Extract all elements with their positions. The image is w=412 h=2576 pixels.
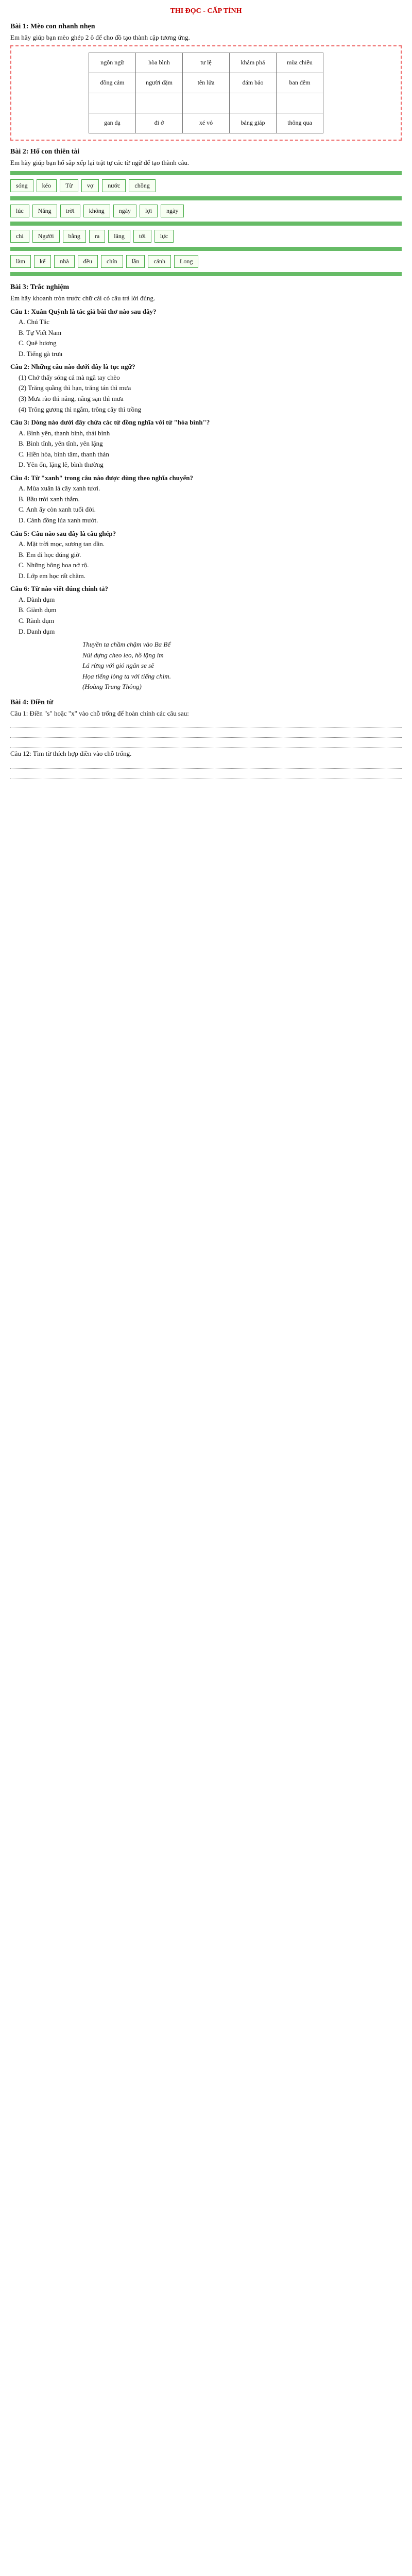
answer-option[interactable]: (2) Trăng quầng thì hạn, trăng tán thì mưa [19,384,131,392]
bamboo-divider [10,247,402,251]
poem-line: Lá rừng với gió ngân se sẽ [82,662,154,670]
word-tile[interactable]: bằng [63,230,86,243]
question [10,307,402,359]
answer-option[interactable]: D. Danh dụm [19,627,55,635]
question [10,584,402,636]
word-tile[interactable]: ngày [113,205,136,217]
question-text: Câu 3: Dòng nào dưới đây chứa các từ đồng nghĩa với từ "hòa bình"? [10,418,210,427]
section-1-title: Bài 1: Mèo con nhanh nhẹn [10,23,95,30]
word-tile[interactable]: kể [34,255,51,268]
question-list [10,307,402,636]
section-2-title: Bài 2: Hổ con thiên tài [10,147,80,156]
footer-question: Câu 12: Tìm từ thích hợp điền vào chỗ trống. [10,750,132,758]
word-tile[interactable]: ngày [161,205,184,217]
grid-cell[interactable]: đồng cảm [89,73,136,93]
word-tile[interactable]: lợi [140,205,158,217]
word-tile[interactable]: Năng [32,205,57,217]
grid-cell[interactable]: khám phá [230,53,277,73]
grid-row [89,53,323,73]
answer-option[interactable]: (4) Trông gương thì ngắm, trông cây thì trồng [19,405,142,413]
word-tile[interactable]: đều [78,255,98,268]
answer-option[interactable]: B. Em đi học đúng giờ. [19,550,81,558]
word-tile[interactable]: lúc [10,205,29,217]
answer-option[interactable]: D. Yên ổn, lặng lẽ, bình thường [19,461,104,469]
answer-option[interactable]: (3) Mưa rào thì nắng, nắng sạn thì mưa [19,395,124,403]
answer-option[interactable]: A. Mặt trời mọc, sương tan dần. [19,540,105,548]
grid-cell[interactable]: ban đêm [277,73,323,93]
grid-cell[interactable]: xé vỏ [183,113,230,133]
grid-cell[interactable] [230,93,277,113]
answer-option[interactable]: B. Bình tĩnh, yên tĩnh, yên lặng [19,439,103,448]
grid-cell[interactable]: mùa chiều [277,53,323,73]
answer-line[interactable] [10,770,402,778]
word-tile[interactable]: chín [101,255,123,268]
answer-line[interactable] [10,739,402,748]
grid-cell[interactable]: thông qua [277,113,323,133]
word-tile[interactable]: nước [102,179,126,192]
grid-cell[interactable]: ngôn ngữ [89,53,136,73]
answer-option[interactable]: B. Bầu trời xanh thẳm. [19,495,80,503]
word-strip-1 [10,179,402,192]
word-strip-3 [10,230,402,243]
answer-option[interactable]: C. Những bông hoa nở rộ. [19,561,89,569]
answer-line[interactable] [10,760,402,769]
question-text: Câu 4: Từ "xanh" trong câu nào được dùng theo nghĩa chuyển? [10,473,193,482]
matching-grid-frame [10,45,402,141]
poem-line: Núi dựng cheo leo, hồ lặng im [82,651,164,659]
question-text: Câu 5: Câu nào sau đây là câu ghép? [10,529,116,537]
page-title: THI ĐỌC - CẤP TỈNH [170,7,242,15]
answer-option[interactable]: D. Cánh đồng lúa xanh mướt. [19,516,98,524]
word-tile[interactable]: ra [89,230,105,243]
poem-line: Thuyền ta chầm chậm vào Ba Bể [82,640,171,649]
answer-option[interactable]: D. Tiếng gà trưa [19,349,63,358]
section-3-title: Bài 3: Trắc nghiệm [10,283,70,292]
poem-block [10,640,402,691]
word-tile[interactable]: sóng [10,179,33,192]
grid-row [89,73,323,93]
bamboo-divider [10,196,402,200]
word-tile[interactable]: chồng [129,179,155,192]
answer-option[interactable]: B. Giành dụm [19,606,57,614]
section-1-instruction: Em hãy giúp bạn mèo ghép 2 ô để cho đồ tạo thành cặp tương ứng. [10,33,190,41]
grid-cell[interactable] [183,93,230,113]
word-tile[interactable]: chi [10,230,29,243]
section-3-instruction: Em hãy khoanh tròn trước chữ cái có câu trả lời đúng. [10,294,156,302]
grid-row [89,113,323,133]
answer-option[interactable]: A. Dành dụm [19,595,55,603]
grid-cell[interactable]: tên lửa [183,73,230,93]
grid-cell[interactable]: bảng giáp [230,113,277,133]
answer-line[interactable] [10,729,402,738]
answer-option[interactable]: C. Hiền hòa, bình tâm, thanh thản [19,450,109,458]
poem-line: Họa tiếng lòng ta với tiếng chim. [82,672,171,680]
grid-row [89,93,323,113]
answer-option[interactable]: D. Lớp em học rất chăm. [19,571,85,580]
worksheet [10,0,402,778]
poem-author: (Hoàng Trung Thông) [82,683,142,691]
word-strip-2 [10,205,402,217]
word-tile[interactable]: kéo [37,179,57,192]
word-tile[interactable]: nhà [54,255,74,268]
question-text: Câu 2: Những câu nào dưới đây là tục ngữ? [10,363,135,371]
answer-option[interactable]: C. Rành dụm [19,616,54,624]
answer-option[interactable]: A. Chú Tắc [19,318,50,326]
grid-cell[interactable]: người dặm [136,73,183,93]
grid-cell[interactable]: đám bảo [230,73,277,93]
question-text: Câu 6: Từ nào viết đúng chính tả? [10,585,108,593]
bamboo-divider [10,222,402,226]
answer-line[interactable] [10,719,402,728]
answer-option[interactable]: (1) Chớ thấy sóng cả mà ngã tay chèo [19,373,120,381]
matching-grid [89,53,323,133]
grid-cell[interactable] [136,93,183,113]
word-tile[interactable]: trời [60,205,80,217]
answer-option[interactable]: A. Bình yên, thanh bình, thái bình [19,429,110,437]
answer-option[interactable]: C. Quê hương [19,339,57,347]
answer-option[interactable]: A. Mùa xuân lá cây xanh tươi. [19,484,100,493]
word-tile[interactable]: không [83,205,110,217]
fill-instruction: Câu 1: Điền "s" hoặc "x" vào chỗ trống để hoàn chỉnh các câu sau: [10,709,189,717]
word-tile[interactable]: lần [126,255,145,268]
bamboo-divider [10,171,402,175]
question [10,362,402,414]
question [10,418,402,469]
grid-cell[interactable]: hòa bình [136,53,183,73]
section-2-instruction: Em hãy giúp bạn hổ sắp xếp lại trật tự các từ ngữ để tạo thành câu. [10,158,190,166]
word-tile[interactable]: lãng [108,230,130,243]
grid-cell[interactable] [89,93,136,113]
grid-cell[interactable]: gan dạ [89,113,136,133]
word-tile[interactable]: Long [174,255,198,268]
question-text: Câu 1: Xuân Quỳnh là tác giả bài thơ nào sau đây? [10,307,157,315]
answer-option[interactable]: C. Anh ấy còn xanh tuổi đời. [19,505,96,514]
question [10,529,402,581]
word-tile[interactable]: làm [10,255,31,268]
word-strip-4 [10,255,402,268]
word-tile[interactable]: cánh [148,255,171,268]
word-tile[interactable]: Người [32,230,60,243]
answer-option[interactable]: B. Tự Viết Nam [19,328,62,336]
grid-cell[interactable]: tư lệ [183,53,230,73]
section-4-title: Bài 4: Điền từ [10,698,54,706]
word-tile[interactable]: tới [133,230,151,243]
grid-cell[interactable] [277,93,323,113]
word-tile[interactable]: lực [154,230,174,243]
poem [10,640,402,681]
word-tile[interactable]: Từ [60,179,78,192]
grid-cell[interactable]: đi ở [136,113,183,133]
question [10,473,402,525]
bamboo-divider [10,272,402,276]
word-tile[interactable]: vợ [81,179,99,192]
